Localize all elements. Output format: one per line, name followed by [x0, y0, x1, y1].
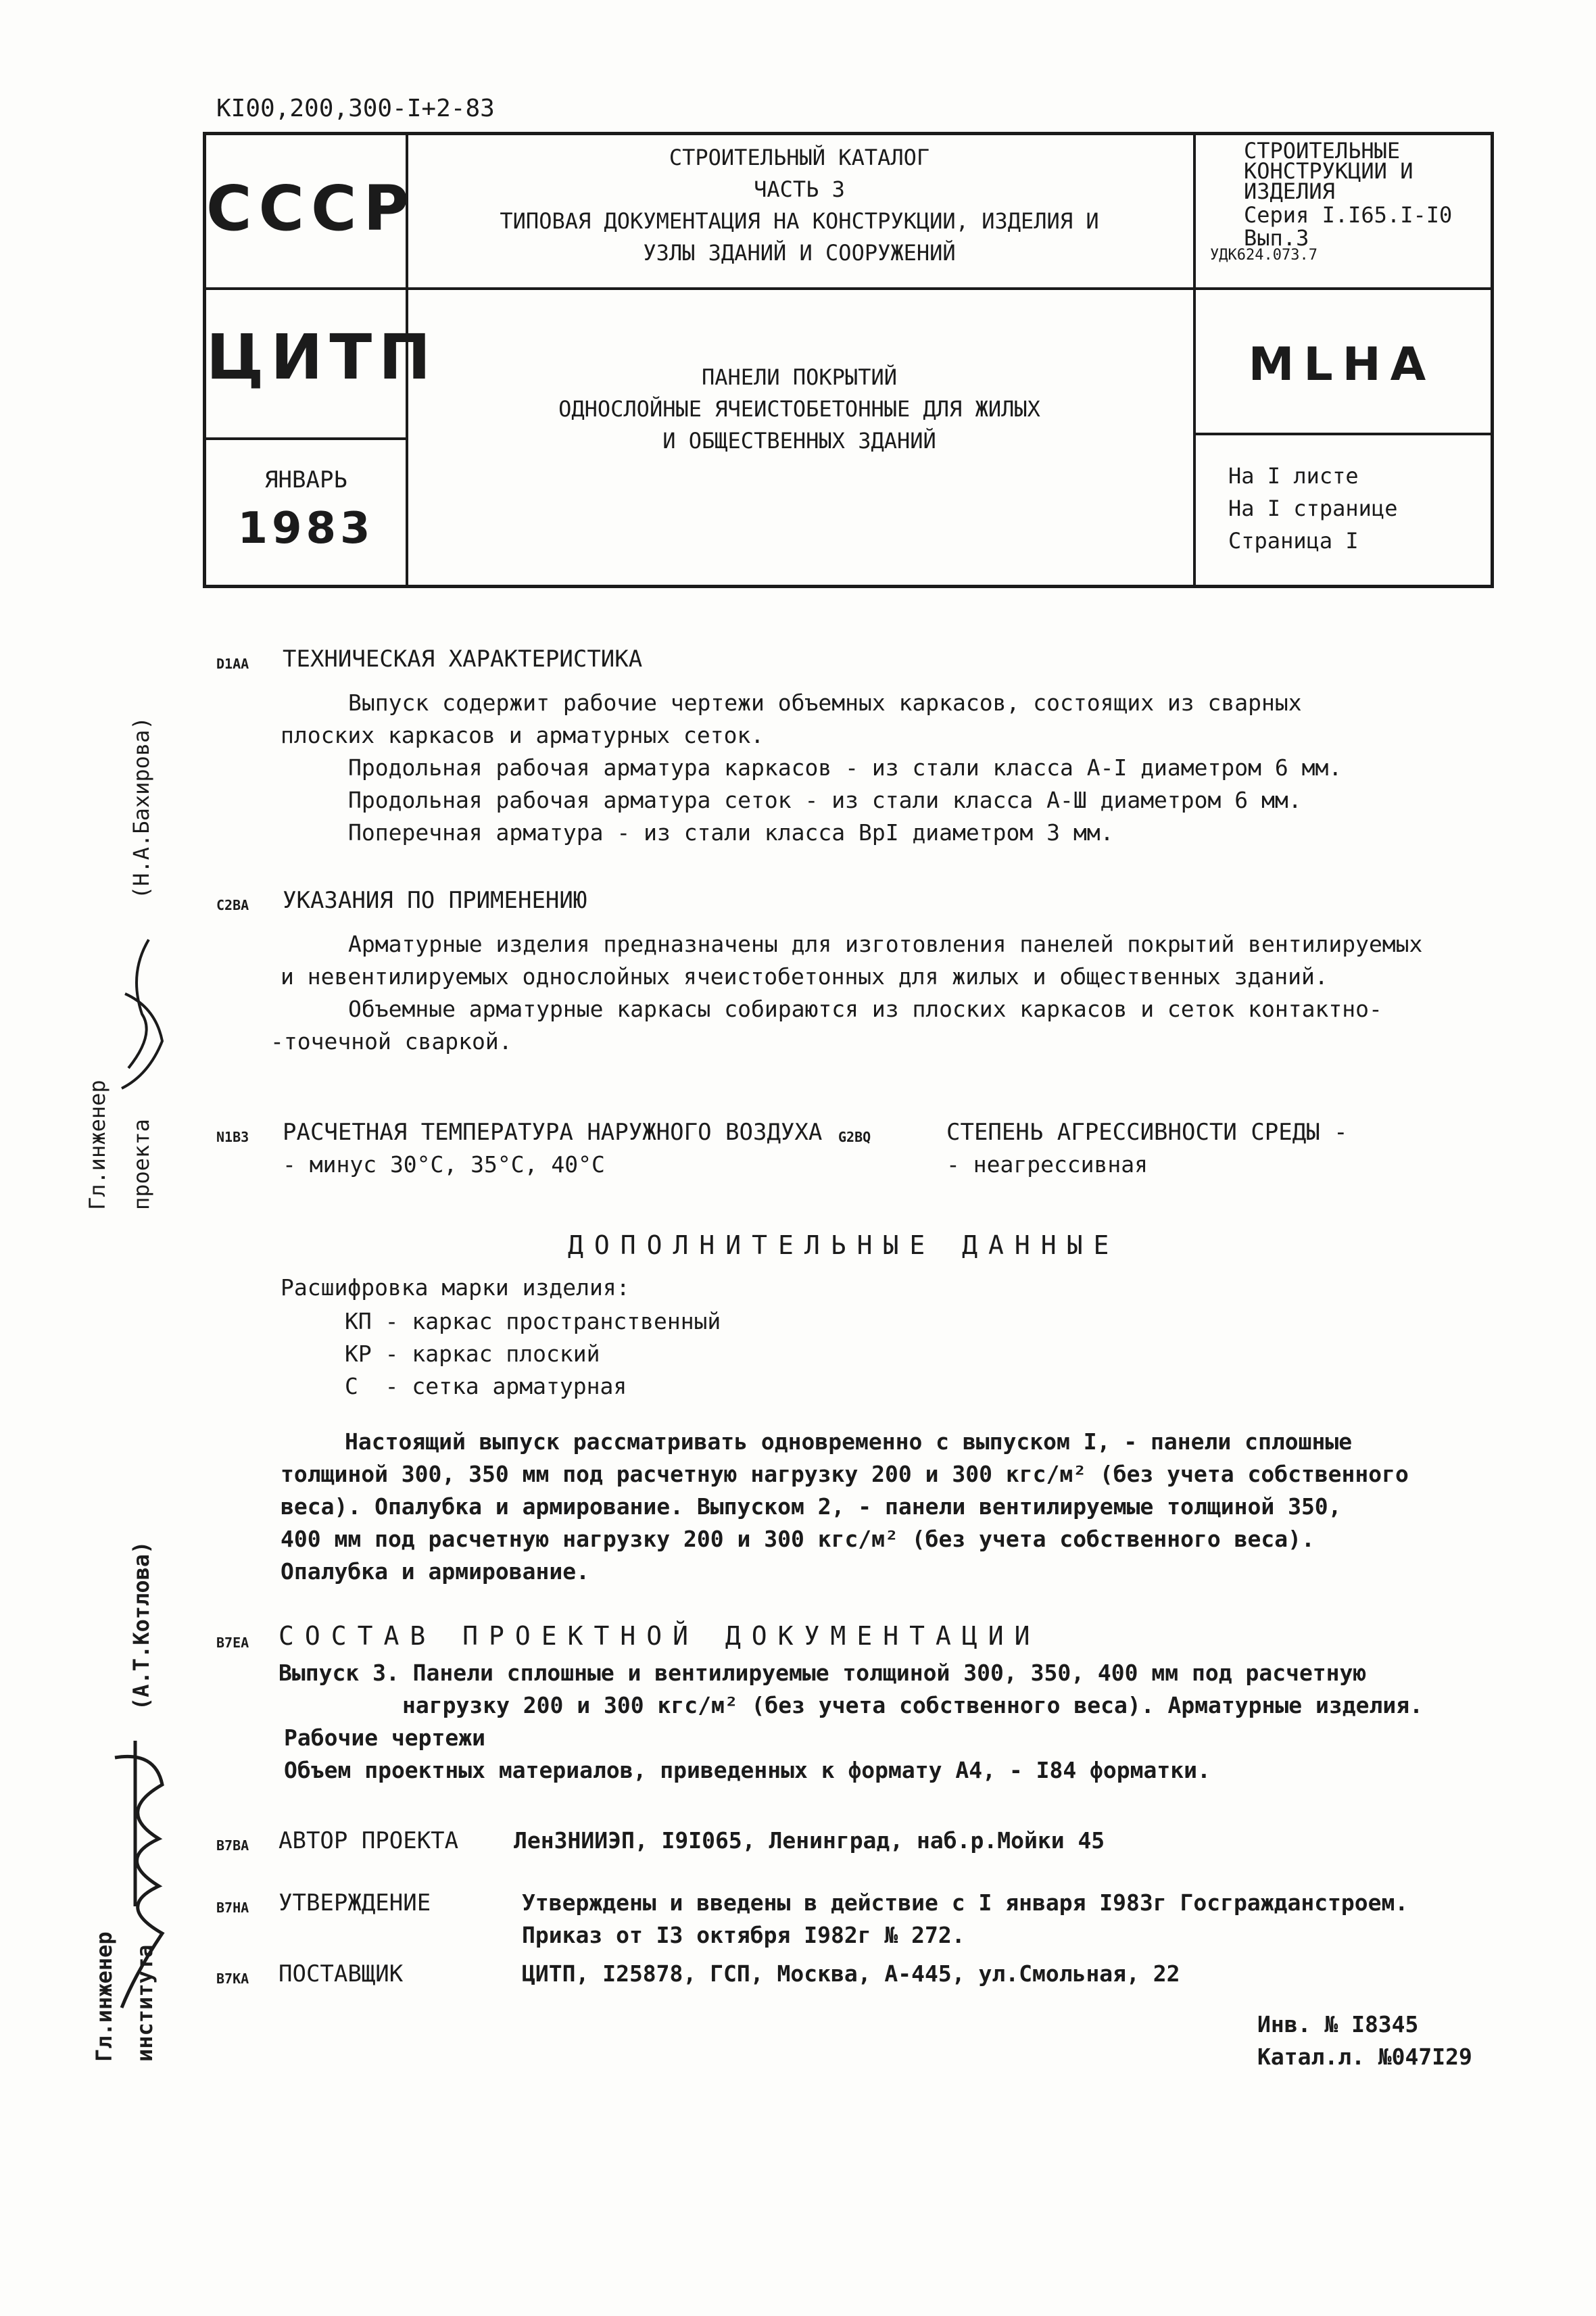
text-line: Продольная рабочая арматура каркасов - из стали класса А-I диаметром 6 мм. — [348, 754, 1343, 781]
year-label: 1983 — [237, 504, 374, 554]
text-line: Объемные арматурные каркасы собираются из плоских каркасов и сеток контактно- — [348, 996, 1382, 1022]
series-label: Серия I.I65.I-I0 — [1244, 202, 1453, 228]
section-code: D1AA — [216, 656, 249, 672]
decode-item: КР - каркас плоский — [345, 1341, 600, 1367]
text-line: плоских каркасов и арматурных сеток. — [281, 722, 765, 748]
text-line: и невентилируемых однослойных ячеистобетонных для жилых и общественных зданий. — [281, 963, 1328, 990]
decode-item: КП - каркас пространственный — [345, 1308, 721, 1334]
text-line: Выпуск содержит рабочие чертежи объемных каркасов, состоящих из сварных — [348, 690, 1302, 716]
text-line: Настоящий выпуск рассматривать одновременно с выпуском I, - панели сплошные — [345, 1428, 1353, 1455]
signature-kotlova — [95, 1731, 183, 2015]
issue-label: Вып.3 — [1244, 225, 1309, 251]
inventory-number: Инв. № I8345 — [1257, 2011, 1419, 2037]
category-line: ИЗДЕЛИЯ — [1244, 178, 1335, 204]
title-line: И ОБЩЕСТВЕННЫХ ЗДАНИЙ — [662, 428, 936, 454]
engineer-institute-name: (А.Т.Котлова) — [128, 1541, 154, 1710]
text-line: Опалубка и армирование. — [281, 1558, 589, 1585]
text-line: толщиной 300, 350 мм под расчетную нагрузку 200 и 300 кгс/м² (без учета собственного — [281, 1461, 1409, 1487]
engineer-project-name: (Н.А.Бахирова) — [128, 717, 154, 899]
sheet-line: Страница I — [1228, 528, 1359, 554]
supplier-label: ПОСТАВЩИК — [279, 1960, 404, 1987]
author-value: ЛенЗНИИЭП, I9I065, Ленинград, наб.р.Мойки 45 — [514, 1827, 1105, 1854]
supplier-value: ЦИТП, I25878, ГСП, Москва, А-445, ул.Смольная, 22 — [522, 1960, 1180, 1987]
section-code: C2BA — [216, 897, 249, 913]
text-line: Рабочие чертежи — [284, 1724, 486, 1751]
approval-line: Утверждены и введены в действие с I января I983г Госгражданстроем. — [522, 1889, 1409, 1916]
text-line: Продольная рабочая арматура сеток - из стали класса А-Ш диаметром 6 мм. — [348, 787, 1302, 813]
catalog-sheet-number: Катал.л. №047I29 — [1257, 2044, 1472, 2070]
section-code: B7HA — [216, 1900, 249, 1916]
decode-item: С - сетка арматурная — [345, 1373, 627, 1399]
category-block — [1210, 138, 1453, 264]
approval-line: Приказ от I3 октября I982г № 272. — [522, 1922, 965, 1948]
category-line: КОНСТРУКЦИИ И — [1244, 158, 1413, 184]
document-title — [406, 362, 1193, 457]
decode-title: Расшифровка марки изделия: — [281, 1274, 630, 1301]
catalog-block — [406, 142, 1193, 269]
category-line: СТРОИТЕЛЬНЫЕ — [1244, 138, 1401, 164]
section-title-aggressiveness: СТЕПЕНЬ АГРЕССИВНОСТИ СРЕДЫ - — [946, 1119, 1348, 1146]
text-line: веса). Опалубка и армирование. Выпуском 2, - панели вентилируемые толщиной 350, — [281, 1493, 1342, 1520]
author-label: АВТОР ПРОЕКТА — [279, 1827, 459, 1854]
catalog-line: УЗЛЫ ЗДАНИЙ И СООРУЖЕНИЙ — [643, 240, 956, 266]
text-line: -точечной сваркой. — [270, 1028, 512, 1055]
engineer-project-role: проекта — [128, 1119, 154, 1210]
text-line: нагрузку 200 и 300 кгс/м² (без учета собственного веса). Арматурные изделия. — [402, 1692, 1423, 1718]
text-line: Объем проектных материалов, приведенных к формату А4, - I84 форматки. — [284, 1757, 1211, 1783]
section-title-usage: УКАЗАНИЯ ПО ПРИМЕНЕНИЮ — [283, 887, 587, 914]
section-title-temperature: РАСЧЕТНАЯ ТЕМПЕРАТУРА НАРУЖНОГО ВОЗДУХА — [283, 1119, 823, 1146]
section-code: G2BQ — [838, 1129, 871, 1145]
catalog-line: СТРОИТЕЛЬНЫЙ КАТАЛОГ — [669, 145, 930, 170]
section-title-composition: СОСТАВ ПРОЕКТНОЙ ДОКУМЕНТАЦИИ — [279, 1621, 1041, 1651]
catalog-line: ЧАСТЬ 3 — [754, 176, 845, 202]
cccp-label: СССР — [206, 172, 416, 245]
header-table — [203, 132, 1494, 588]
engineer-institute-role: института — [132, 1944, 158, 2062]
section-code: N1B3 — [216, 1129, 249, 1145]
aggressiveness-value: - неагрессивная — [946, 1151, 1148, 1178]
month-label: ЯНВАРЬ — [264, 466, 347, 493]
catalog-line: ТИПОВАЯ ДОКУМЕНТАЦИЯ НА КОНСТРУКЦИИ, ИЗДЕЛИЯ И — [500, 208, 1099, 234]
citp-label: ЦИТП — [206, 321, 438, 393]
engineer-project-role: Гл.инженер — [84, 1080, 110, 1210]
section-code: B7EA — [216, 1635, 249, 1651]
section-code: B7KA — [216, 1971, 249, 1987]
temperature-value: - минус 30°С, 35°С, 40°С — [283, 1151, 605, 1178]
sheet-line: На I листе — [1228, 463, 1359, 489]
approval-label: УТВЕРЖДЕНИЕ — [279, 1889, 431, 1916]
section-code: B7BA — [216, 1837, 249, 1854]
section-title-tech: ТЕХНИЧЕСКАЯ ХАРАКТЕРИСТИКА — [283, 646, 643, 673]
sheet-line: На I странице — [1228, 496, 1398, 521]
text-line: Выпуск 3. Панели сплошные и вентилируемые толщиной 300, 350, 400 мм под расчетную — [279, 1660, 1367, 1686]
text-line: 400 мм под расчетную нагрузку 200 и 300 кгс/м² (без учета собственного веса). — [281, 1526, 1315, 1552]
title-line: ОДНОСЛОЙНЫЕ ЯЧЕИСТОБЕТОННЫЕ ДЛЯ ЖИЛЫХ — [558, 396, 1040, 422]
document-code: КI00,200,300-I+2-83 — [216, 95, 495, 122]
text-line: Поперечная арматура - из стали класса ВрI диаметром 3 мм. — [348, 819, 1114, 846]
signature-bakhirova — [101, 933, 176, 1095]
udk-label: УДК624.073.7 — [1210, 247, 1317, 264]
text-line: Арматурные изделия предназначены для изготовления панелей покрытий вентилируемых — [348, 931, 1423, 957]
catalog-code: MLHA — [1248, 338, 1436, 391]
engineer-institute-role: Гл.инженер — [91, 1931, 117, 2062]
extra-data-title: ДОПОЛНИТЕЛЬНЫЕ ДАННЫЕ — [568, 1230, 1120, 1260]
title-line: ПАНЕЛИ ПОКРЫТИЙ — [702, 364, 897, 390]
sheet-block — [1228, 460, 1397, 557]
